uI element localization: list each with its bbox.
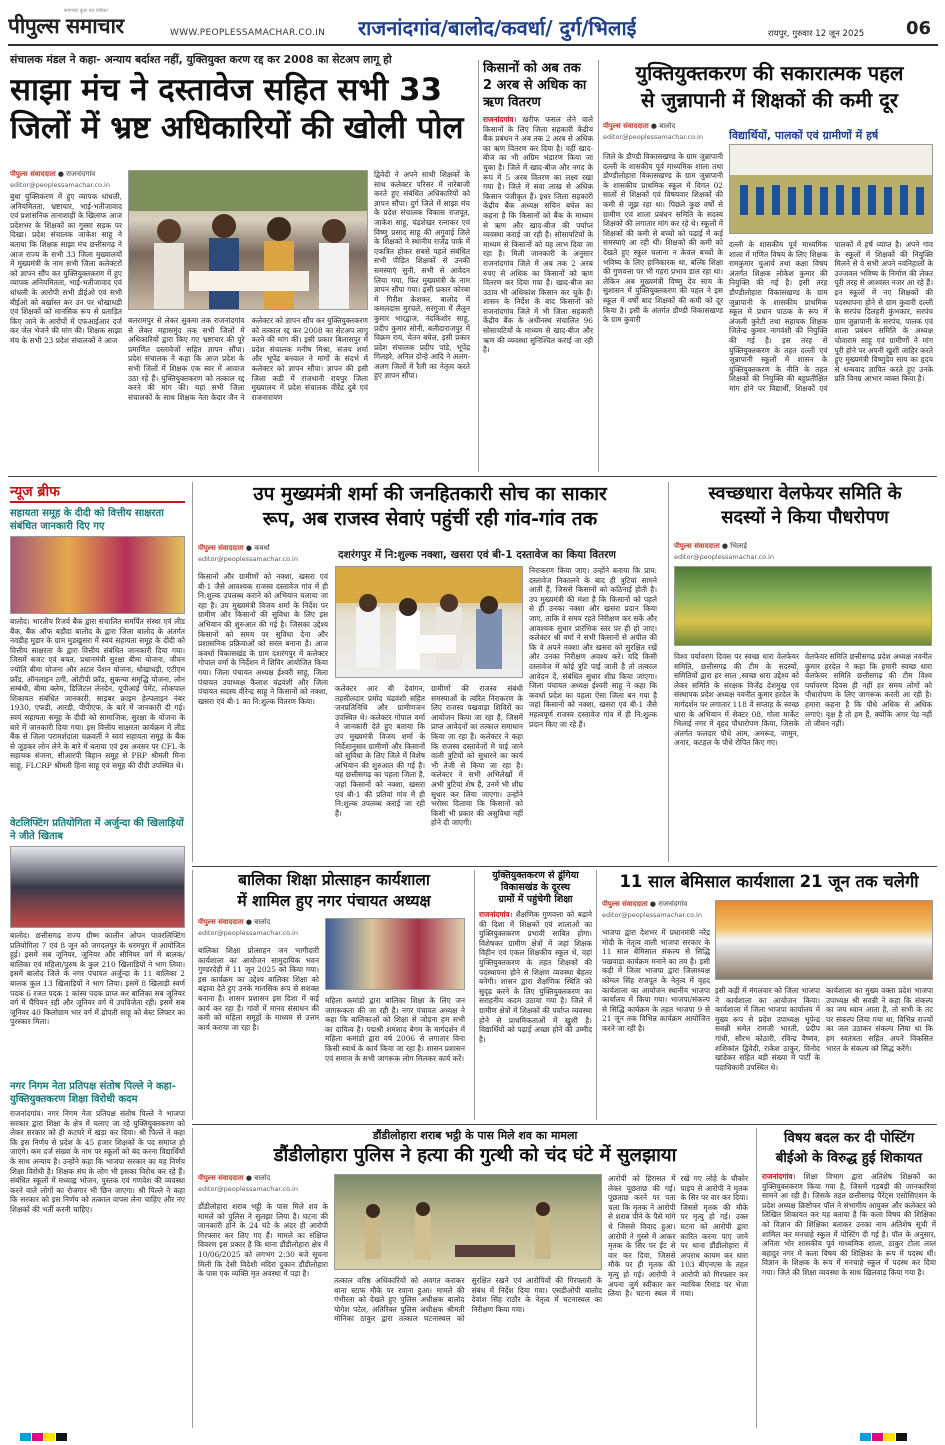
lead-col2: बलरामपुर से लेकर सुकमा तक राजनांदगांव से लेकर महासमुंद तक सभी जिलों में अधिकारियों द्वारा किए गए भ्रष्टाचार की पूरे प्रमाणित दस्तावेजों सहित ज्ञापन सौंपा। प्रदेश संचालक ने कहा कि आज प्रदेश के सभी जिलों में शिक्षक एक स्वर में आवाज उठा रहे हैं। (128, 316, 245, 383)
deputy-col2: कलेक्टर आर बी देवांगन, तहसीलदार प्रमोद चंद्रवंशी सहित जनप्रतिनिधि और ग्रामीणजन उपस्थित थे। कलेक्टर गोपाल वर्मा ने जानकारी देते हुए बताया कि उप मुख्यमंत्री विजय शर्मा के निर्देशानुसार ग्रामीणों और किसानों को सुविधा के लिए जिले में विशेष अभियान की शुरुआत की गई है। यह छत्तीसगढ़ का पहला जिला है, जहां किसानों को नक्शा, खसरा एवं बी-1 की प्रतियां गांव में ही नि:शुल्क उपलब्ध कराई जा रही हैं। (335, 684, 425, 818)
lead-col1: बुधा युक्तिकरण में हुए व्यापक धांधली, अनियमितता, भ्रष्टाचार, भाई-भतीजावाद एवं प्रशासनिक तानाशाही के खिलाफ आज प्रदेशभर के शिक्षकों का गुस्सा सड़क पर दिखा। प्रदेश संचालक जाकेश साहू ने बताया कि शिक्षक साझा मंच छत्तीसगढ़ ने आज राज्य के सभी 33 जिला मुख्यालयों में मुख्यमंत्री के नाम सभी जिला कलेक्टरों को ज्ञापन सौंप कर युक्तियुक्तकरण में हुए व्यापक अनियमितता, भाई-भतीजावाद एवं धांधली के आरोपी सभी डीईओ एवं सभी बीईओ को बर्खास्त कर उन पर धोखाधड़ी एवं शिक्षकों को मानसिक रूप से प्रताड़ित किए जाने के आरोपों में एफआईआर दर्ज कर जेल भेजने की मांग की। शिक्षक साझा मंच के सभी 23 प्रदेश संचालकों ने आज (10, 192, 122, 345)
bebak-col1: भाजपा द्वारा देशभर में प्रधानमंत्री नरेंद्र मोदी के नेतृत्व वाली भाजपा सरकार के 11 साल बेमिसाल संकल्प से सिद्धि पखवाड़ा कार्यक्रम मनाने का तय है। इसी कड़ी में जिला भाजपा द्वारा जिलाध्यक्ष कोमल सिंह राजपूत के नेतृत्व में वृहद कार्यशाला का आयोजन स्थानीय भाजपा कार्यालय में किया गया। भाजपा/संकल्प से सिद्धि कार्यक्रम के तहत भाजपा 9 से 21 जून तक विभिन्न कार्यक्रम आयोजित करने जा रही है। (602, 928, 710, 1033)
deputy-col4: निराकरण किया जाए। उन्होंने बताया कि प्राय: दस्तावेज निकालने के बाद ही त्रुटियां सामने आती हैं, जिससे किसानों को कठिनाई होती है। उप मुख्यमंत्री की मंशा है कि किसानों को पहले से ही उनका नक्शा और खसरा प्रदान किया जाए, ताकि वे समय रहते निरीक्षण कर सकें और आवश्यक सुधार प्रारंभिक स्तर पर ही हो जाए। कलेक्टर श्री वर्मा ने सभी किसानों से अपील की कि वे अपने नक्शा और खसरा को सुरक्षित रखें और उनका निरीक्षण अवश्य करें। यदि किसी दस्तावेज में कोई त्रुटि पाई जाती है तो तत्काल आवेदन दें, संबंधित सुधार शीघ्र किया जाएगा। जिला पंचायत अध्यक्ष ईश्वरी साहू ने कहा कि कवर्धा प्रदेश का पहला ऐसा जिला बन गया है जहां किसानों को नक्शा, खसरा एवं बी-1 जैसे महत्वपूर्ण राजस्व दस्तावेज गांव में ही नि:शुल्क प्रदान किए जा रहे हैं। (529, 566, 657, 729)
deputy-place: कवर्धा (254, 544, 270, 552)
kisan-story: किसानों को अब तक 2 अरब से अधिक का ऋण वितरण राजनांदगांव। खरीफ फसल लेने वाले किसानों के लिए जिला सहकारी केंद्रीय बैंक प्रबंधन ने अब तक 2 अरब से अधिक का ऋण वितरण कर दिया है। वहीं खाद-बीज का भी अग्रिम भंडारण किया जा चुका है। जिले में खाद-बीज और नगद के रूप में 5 अरब वितरण का लक्ष्य रखा गया है। जिले में सवा लाख से अधिक किसान पंजीकृत हैं। इधर जिला सहकारी केंद्रीय बैंक अध्यक्ष सचिन बघेल का कहना है कि किसानों को बैंक के माध्यम से ऋण और खाद-बीज की पर्याप्त व्यवस्था कराई जा रही है। सोसायटियों के माध्यम से किसानों को यह लाभ दिया जा रहा है। मिली जानकारी के अनुसार राजनांदगांव जिले में अब तक 2 अरब रुपए से अधिक का किसानों को ऋण वितरण कर दिया गया है। खाद-बीज का उठाव भी अधिकांश किसान कर चुके हैं। शासन के निर्देश के बाद किसानों को राजनांदगांव जिले में भी जिला सहकारी केंद्रीय बैंक के अधीनस्थ संचालित 96 सोसायटियों के माध्यम से खाद-बीज और ऋण की व्यवस्था सुनिश्चित कराई जा रही है। (478, 60, 593, 472)
welfare-headline-2: सदस्यों ने किया पौधरोपण (721, 507, 889, 528)
news-brief (10, 482, 185, 1437)
deputy-col1: किसानों और ग्रामीणों को नक्शा, खसरा एवं बी-1 जैसे आवश्यक राजस्व दस्तावेज गांव में ही नि:शुल्क उपलब्ध कराने को अभियान चलाया जा रहा है। उप मुख्यमंत्री विजय शर्मा के निर्देश पर ग्रामीण और किसानों की सुविधा के लिए इस अभियान की शुरुआत की गई है। जिसका उद्देश्य किसानों को समय पर सुविधा देना और प्रशासनिक प्रक्रियाओं को सरल बनाना है। आज कवर्धा विकासखंड के ग्राम दशरंगपुर में कलेक्टर गोपाल वर्मा के निर्देशन में शिविर आयोजित किया गया। जिला पंचायत अध्यक्ष ईश्वरी साहू, जिला पंचायत उपाध्यक्ष कैलाश चंद्रवंशी और जिला पंचायत सदस्य वीरेन्द्र साहू ने किसानों को नक्शा, खसरा एवं बी-1 का नि:शुल्क वितरण किया। (198, 572, 328, 706)
daundi-col1: डौंडीलोहारा शराब भट्ठी के पास मिले शव के मामले को पुलिस ने सुलझा लिया है। घटना की जानकारी होने के 24 घंटे के अंदर ही आरोपी गिरफ्तार कर लिए गए हैं। मामले का संक्षिप्त विवरण इस प्रकार है कि थाना डौंडीलोहारा क्षेत्र में 10/06/2025 को लगभग 2:30 बजे सूचना मिली कि देसी विदेशी मदिरा दुकान डौंडीलोहारा के पास एक व्यक्ति मृत अवस्था में पड़ा है। (198, 1202, 328, 1279)
yukti-headline-1: युक्तियुक्तकरण की सकारात्मक पहल (635, 61, 904, 85)
balika-headline-1: बालिका शिक्षा प्रोत्साहन कार्यशाला (238, 871, 430, 889)
kisan-headline: किसानों को अब तक 2 अरब से अधिक का ऋण वितरण (483, 61, 587, 110)
deputy-photo (335, 566, 523, 678)
balika-story: बालिका शिक्षा प्रोत्साहन कार्यशाला में शामिल हुए नगर पंचायत अध्यक्ष पीपुल्स संवाददाता ● बालोद editor@peoplessamachar.co.in बालिका शिक्षा प्रोत्साहन जन भागीदारी कार्यशाला का आयोजन सामुदायिक भवन गुण्डरदेही में 11 जून 2025 को किया गया। इस कार्यक्रम का उद्देश्य बालिका शिक्षा को बढ़ावा देते हुए उनके मानसिक रूप से सशक्त बनाना है। शासन प्रशासन इस दिशा में कई कार्य कर रहा है। गांवों में मानव संसाधन की कमी को महिला समूहों के माध्यम से उत्तम कार्य कराया जा रहा है। महिला कमांडो द्वारा बालिका शिक्षा के लिए जन जागरूकता की जा रही है। नगर पंचायत अध्यक्ष ने कहा कि बालिकाओं को शिक्षा से जोड़ना हम सभी का दायित्व है। पद्मश्री शमशाद बेगम के मार्गदर्शन में महिला कमांडो द्वारा वर्ष 2006 से लगातार विना किसी स्वार्थ के कार्य किया जा रहा है। शासन प्रशासन एवं समाज के सभी जागरूक लोग मिलकर कार्य करें। (192, 870, 470, 1120)
daundi-col2: तत्काल वरिष्ठ अधिकारियों को अवगत कराकर थाना स्टाफ मौके पर रवाना हुआ। मामले की गंभीरता को देखते हुए पुलिस अधीक्षक बालोद योगेश पटेल, अतिरिक्त पुलिस अधीक्षक श्रीमती मोनिका ठाकुर द्वारा तत्काल घटनास्थल को सुरक्षित रखने एवं आरोपियों की गिरफ्तारी के संबंध में निर्देश दिया गया। एसडीओपी बालोद देवांश सिंह राठौर के नेतृत्व में घटनास्थल का निरीक्षण किया गया। (334, 1276, 602, 1324)
lead-kicker: संचालक मंडल ने कहा- अन्याय बर्दाश्त नहीं, युक्तियुक्त करण रद्द कर 2008 का सेटअप लागू हो (10, 53, 392, 66)
welfare-email: editor@peoplessamachar.co.in (674, 553, 774, 561)
deputy-col3: ग्रामीणों की राजस्व संबंधी समस्याओं के त्वरित निराकरण के लिए राजस्व पखवाड़ा शिविरों का आयोजन किया जा रहा है, जिसमें प्राप्त आवेदनों का तत्काल समाधान किया जा रहा है। कलेक्टर ने कहा कि राजस्व दस्तावेजों में पाई जाने वाली त्रुटियों को सुधारने का कार्य भी तेजी से किया जा रहा है। कलेक्टर ने सभी अभिलेखों में अभी त्रुटियां शेष हैं, उनमें भी शीघ्र सुधार कर लिया जाएगा। उन्होंने भरोसा दिलाया कि किसानों को किसी भी प्रकार की असुविधा नहीं होने दी जाएगी। (431, 684, 523, 828)
welfare-byline: पीपुल्स संवाददाता (674, 542, 720, 550)
brief1-photo (10, 536, 185, 614)
brief1-text: बालोद। भारतीय रिजर्व बैंक द्वारा संचालित समर्पित संस्था एवं लीड बैंक, बैंक ऑफ बड़ौदा बालोद के द्वारा जिला बालोद के अंतर्गत नवडीह मुड़ार के ग्राम मुड़खुसरा में स्वयं सहायता समूह के दीदी को वित्तीय साक्षरता के द्वारा वित्तीय संबंधित जानकारी दिया गया। जिसमें बजट एवं बचत, प्रधानमंत्री सुरक्षा बीमा योजना, जीवन ज्योति बीमा योजना और अटल पेंशन योजना, धोखाधड़ी, एटीएम फ्रॉड, ऑनलाइन ठगी, ओटीपी फ्रॉड, सुकन्या समृद्धि योजना, लोन सम्बंधी, बीमा क्लेम, डिजिटल लेनदेन, यूपीआई पेमेंट, लोकपाल शिकायत संबंधित जानकारी, साइबर क्राइम हेल्पलाइन नंबर 1930, एफडी, आरडी, पीपीएफ, के बारे में जानकारी दी गई। स्वयं सहायता समूह के दीदी को सामाजिक, सुरक्षा के योजना के बारे में जानकारी दिया गया। इस वित्तीय साक्षरता कार्यक्रम में लीड बैंक से जिला परामर्शदाता चक्रवर्ती ने स्वयं सहायता समूह के बैंक से जुड़कर लोन लेने के बारे में बताया एवं इस अवसर पर CFL के सहायक संजना, सीआरपी बिहान समूह से PRP श्रीमती मिना साहू, FLCRP श्रीमती हिना साहू एवं समूह की दीदी उपस्थित थे। (10, 617, 185, 770)
posting-byline: राजनांदगांव (762, 1172, 793, 1181)
welfare-photo (674, 566, 932, 646)
daundi-col4: घटना स्थल में रखे गए लोहे के चौकोर पाइप से आरोपी ने मृतक के सिर पर वार कर दिया। जिससे मृतक की मौके पर मृत्यु हो गई। उक्त घटना को आरोपी द्वारा कारित करना पाए जाने पर थाना डौंडीलोहारा में अपराध कायम कर धारा 103 बीएनएस के तहत आरोपी को गिरफ्तार कर न्यायिक रिमांड पर भेजा गया। (636, 1174, 748, 1299)
daundi-byline: पीपुल्स संवाददाता (198, 1174, 244, 1182)
masthead (8, 6, 938, 46)
deputy-email: editor@peoplessamachar.co.in (198, 555, 298, 563)
yukti2-headline-1: युक्तियुक्तकरण से डूंगिया (492, 870, 579, 881)
brief3-text: राजनांदगांव। नगर निगम नेता प्रतिपक्ष संतोष पिल्ले ने भाजपा सरकार द्वारा शिक्षा के क्षेत्र में चलाए जा रहे युक्तियुक्तकरण को लेकर सरकार को ही कटघरे में खड़ा कर दिया। श्री पिल्ले ने कहा कि इस निर्णय से प्रदेश के 45 हजार शिक्षकों के पद समाप्त हो जाएंगे। कम दर्ज संख्या के नाम पर स्कूलों को बंद करना विद्यार्थियों के साथ अन्याय है। उन्होंने कहा कि भाजपा सरकार का यह निर्णय शिक्षा विरोधी है। शिक्षक संघ के लोग भी इसका विरोध कर रहे हैं। संबंधित स्कूलों में मध्याह्न भोजन, पुस्तक एवं गणवेश की व्यवस्था करने वाले लोगों का रोजगार भी छिन जाएगा। श्री पिल्ले ने कहा कि सरकार को इस निर्णय को तत्काल वापस लेना चाहिए और नए शिक्षकों की भर्ती करनी चाहिए। (10, 1109, 185, 1214)
bebak-photo (715, 900, 933, 980)
yukti-email: editor@peoplessamachar.co.in (603, 133, 703, 141)
lead-col3: युक्तियुक्तकरण को तत्काल रद्द करने की मांग की। यहां सभी जिला संचालकों के साथ शिक्षक नेता केदार जैन ने कलेक्टर को ज्ञापन सौंप कर युक्तियुक्तकरण को तत्काल रद्द कर 2008 का सेटअप लागू करने की मांग की। इसी प्रकार बिलासपुर में प्रदेश संचालक मनीष मिश्रा, संजय शर्मा और भूपेंद्र बनवाल ने मांगों के संदर्भ में कलेक्टर को ज्ञापन सौंपा। ज्ञापन की इसी जिला कड़ी में राजधानी रायपुर जिला मुख्यालय में प्रदेश संचालक वीरेंद्र दुबे एवं राजनारायण (128, 316, 368, 402)
welfare-story: स्वच्छधारा वेलफेयर समिति के सदस्यों ने किया पौधरोपण पीपुल्स संवाददाता ● भिलाई editor@peoplessamachar.co.in विश्व पर्यावरण दिवस पर स्वच्छ धारा वेलफेयर समिति, छत्तीसगढ़ की टीम के सदस्यों, समितियों द्वारा हर साल ,स्वच्छ धारा उद्देश्य को लेकर समिति के संरक्षक विजेंद्र देशमुख एवं संस्थापक प्रदेश अध्यक्ष नवनीत कुमार हरदेल के मार्गदर्शन पर लगातार 118 वें सप्ताह के स्वच्छ धारा के अभियान में सेक्टर 08, गोला मार्केट भिलाई नगर में वृहद पौधारोपण किया, जिसके अंतर्गत फलदार पौधे आम, अमरूद, जामुन, अनार, कटहल के पौधे रोपित किए गए। वेलफेयर समिति छत्तीसगढ़ प्रदेश अध्यक्ष नवनीत कुमार हरदेल ने कहा कि हमारी स्वच्छ धारा वेलफेयर समिति छत्तीसगढ़ की टीम विश्व पर्यावरण दिवस ही नहीं हर समय लोगों को पौधारोपण के लिए जागरूक करती आ रही है। हमारा कहना है कि पौधे अधिक से अधिक लगाएं। वृक्ष है तो हम हैं, क्योंकि अगर पेड़ नहीं तो जीवन नहीं। (668, 482, 936, 862)
daundi-photo (334, 1174, 602, 1270)
website: WWW.PEOPLESSAMACHAR.CO.IN (170, 28, 326, 38)
lead-place: राजनांदगांव (66, 170, 96, 178)
color-bar-left (20, 1433, 67, 1441)
kisan-place: राजनांदगांव (483, 115, 514, 124)
yukti-photo (729, 144, 933, 234)
news-brief-label: न्यूज ब्रीफ (10, 482, 185, 503)
balika-byline: पीपुल्स संवाददाता (198, 918, 244, 926)
bebak-col3: कार्यशाला का मुख्य वक्ता प्रदेश भाजपा उपाध्यक्ष श्री सवन्नी ने कहा कि संकल्प का जय ध्यान आता है, तो सभी के तट पर संकल्प लिया गया था, विभिन्न राज्यों का जल उठाकर संकल्प लिया था कि हम स्वतंत्रता सहित अपने विकसित भारत के संकल्प को सिद्ध करेंगे। (826, 986, 933, 1053)
yukti-headline-2: से जुन्नापानी में शिक्षकों की कमी दूर (641, 88, 898, 112)
lead-headline-1: साझा मंच ने दस्तावेज सहित सभी 33 (10, 72, 443, 108)
bebak-headline: 11 साल बेमिसाल कार्यशाला 21 जून तक चलेगी (619, 872, 919, 891)
yukti-col3: के स्कूलों में शिक्षकों की नियुक्ति मिलने से वे सभी अपने नवनिहालों के उज्जवल भविष्य के निर्माण की लेकर पूरी तरह से आश्वस्त नजर आ रहे हैं। इन स्कूलों में नए शिक्षकों की पदस्थापना होने से ग्राम कुवारी दल्ली के सरपंच दिलहरी कुंभकार, सरपंच ग्राम जुन्नापानी के सरपंच, पालक एवं शाला प्रबंधन समिति के अध्यक्ष चोवाराम साहू एवं ग्रामीणों ने मांग पूरी होने पर अपनी खुशी जाहिर करते हुए मुख्यमंत्री विष्णुदेव साय का हृदय से धन्यवाद ज्ञापित करते हुए उनके प्रति विनम्र आभार व्यक्त किया है। (834, 249, 933, 384)
yukti-subhead: विद्यार्थियों, पालकों एवं ग्रामीणों में हर्ष (729, 129, 879, 142)
lead-byline: पीपुल्स संवाददाता (10, 170, 56, 178)
issue-date: रायपुर, गुरुवार 12 जून 2025 (768, 29, 865, 39)
brand-logo (8, 8, 158, 42)
balika-col2: महिला कमांडो द्वारा बालिका शिक्षा के लिए जन जागरूकता की जा रही है। नगर पंचायत अध्यक्ष ने कहा कि बालिकाओं को शिक्षा से जोड़ना हम सभी का दायित्व है। पद्मश्री शमशाद बेगम के मार्गदर्शन में महिला कमांडो द्वारा वर्ष 2006 से लगातार विना किसी स्वार्थ के कार्य किया जा रहा है। शासन प्रशासन एवं समाज के सभी जागरूक लोग मिलकर कार्य करें। (325, 996, 465, 1063)
bebak-col2: इसी कड़ी में मंगलवार को जिला भाजपा ने कार्यशाला का आयोजन किया। कार्यशाला में जिला भाजपा कार्यालय में मुख्य रूप से प्रदेश उपाध्यक्ष भूपेन्द्र सवन्नी समेत रामजी भारती, प्रदीप गांधी, सौरभ कोठारी, रविन्द्र वैष्णव, शशिकांत द्विवेदी, राकेश ठाकुर, विनोद खांडेकर सहित बड़ी संख्या में पार्टी के पदाधिकारी उपस्थित थे। (715, 986, 820, 1072)
balika-col1: बालिका शिक्षा प्रोत्साहन जन भागीदारी कार्यशाला का आयोजन सामुदायिक भवन गुण्डरदेही में 11 जून 2025 को किया गया। इस कार्यक्रम का उद्देश्य बालिका शिक्षा को बढ़ावा देते हुए उनके मानसिक रूप से सशक्त बनाना है। शासन प्रशासन इस दिशा में कई कार्य कर रहा है। गांवों में मानव संसाधन की कमी को महिला समूहों के माध्यम से उत्तम कार्य कराया जा रहा है। (198, 946, 319, 1032)
posting-headline-2: बीईओ के विरुद्ध हुई शिकायत (775, 1150, 923, 1166)
deputy-headline-2: रूप, अब राजस्व सेवाएं पहुंचीं रही गांव-गांव तक (262, 508, 598, 530)
yukti2-byline: राजनांदगांव (479, 910, 510, 919)
balika-email: editor@peoplessamachar.co.in (198, 929, 298, 937)
page-number: 06 (906, 18, 932, 39)
daundi-col3: आरोपी को हिरासत में लेकर पूछताछ की गई। पूछताछ करने पर पता चला कि मृतक ने आरोपी से शराब पीने के पैसे मांगे थे जिससे विवाद हुआ। आरोपी ने गुस्से में आकर मृतक के सिर पर ईंट से वार कर दिया, जिससे मौके पर ही मृतक की मृत्यु हो गई। आरोपी ने अपना जुर्म स्वीकार कर लिया है। (608, 1174, 676, 1299)
daundi-kicker: डौंडीलोहारा शराब भट्ठी के पास मिले शव का मामला (372, 1129, 578, 1142)
brief3-headline: नगर निगम नेता प्रतिपक्ष संतोष पिल्ले ने कहा- युक्तियुक्तकरण शिक्षा विरोधी कदम (10, 1081, 176, 1105)
yukti-place: बालोद (659, 122, 676, 130)
welfare-place: भिलाई (730, 542, 747, 550)
section-cities: राजनांदगांव/बालोद/कवर्धा/ दुर्ग/भिलाई (358, 16, 637, 40)
deputy-subhead: दशरंगपुर में नि:शुल्क नक्शा, खसरा एवं बी-1 दस्तावेज का किया वितरण (338, 549, 617, 561)
kisan-text: खरीफ फसल लेने वाले किसानों के लिए जिला सहकारी केंद्रीय बैंक प्रबंधन ने अब तक 2 अरब से अधिक का ऋण वितरण कर दिया है। वहीं खाद-बीज का भी अग्रिम भंडारण किया जा चुका है। जिले में खाद-बीज और नगद के रूप में 5 अरब वितरण का लक्ष्य रखा गया है। जिले में सवा लाख से अधिक किसान पंजीकृत हैं। इधर जिला सहकारी केंद्रीय बैंक अध्यक्ष सचिन बघेल का कहना है कि किसानों को बैंक के माध्यम से ऋण और खाद-बीज की पर्याप्त व्यवस्था कराई जा रही है। सोसायटियों के माध्यम से किसानों को यह लाभ दिया जा रहा है। मिली जानकारी के अनुसार राजनांदगांव जिले में अब तक 2 अरब रुपए से अधिक का किसानों को ऋण वितरण कर दिया गया है। खाद-बीज का उठाव भी अधिकांश किसान कर चुके हैं। शासन के निर्देश के बाद किसानों को राजनांदगांव जिले में भी जिला सहकारी केंद्रीय बैंक के अधीनस्थ संचालित 96 सोसायटियों के माध्यम से खाद-बीज और ऋण की व्यवस्था सुनिश्चित कराई जा रही है। (483, 115, 593, 355)
brand-tagline: समाचार कुल पत्र पत्रिका (64, 8, 108, 14)
lead-email: editor@peoplessamachar.co.in (10, 181, 110, 189)
balika-photo (325, 918, 465, 990)
brief2-headline: वेटलिफ्टिंग प्रतियोगिता में अर्जुन्दा की खिलाड़ियों ने जीते खिताब (10, 818, 184, 842)
yukti-story: युक्तियुक्तकरण की सकारात्मक पहल से जुन्नापानी में शिक्षकों की कमी दूर पीपुल्स संवाददाता ● बालोद editor@peoplessamachar.co.in विद्यार्थियों, पालकों एवं ग्रामीणों में हर्ष जिले के डौण्डी विकासखण्ड के ग्राम जुन्नापानी दल्ली के शासकीय पूर्व माध्यमिक शाला तथा डौण्डीलोहारा विकासखण्ड के ग्राम जुन्नापानी के शासकीय प्राथमिक स्कूल में विगत 02 सालों से शिक्षकों एवं विषयवार शिक्षकों की कमी से जूझ रहा था। पिछले कुछ वर्षों से ग्रामीण एवं शाला प्रबंधन समिति के सदस्य शिक्षकों की लगातार मांग कर रहे थे। स्कूलों में शिक्षकों की कमी से बच्चों को पढ़ाई में कई समस्याएं आ रही थीं। शिक्षकों की कमी को देखते हुए स्कूल चलाना न केवल बच्चों के भविष्य के लिए हानिकारक था, बल्कि शिक्षा की गुणवत्ता पर भी गहरा प्रभाव डाल रहा था। लेकिन अब मुख्यमंत्री विष्णु देव साय के सुशासन में युक्तियुक्तकरण की पहल ने इस स्कूल में वर्षों बाद शिक्षकों की कमी को दूर किया है। इसी के अंतर्गत डौण्डी विकासखण्ड के ग्राम कुवारी दल्ली के शासकीय पूर्व माध्यमिक शाला में गणित विषय के लिए शिक्षक रामकुमार चुआर्य तथा कक्षा विषय अंतर्गत शिक्षक लोकेश कुमार की नियुक्ति की गई है। इसी तरह डौण्डीलोहारा विकासखण्ड के ग्राम जुन्नापानी के शासकीय प्राथमिक स्कूल में प्रधान पाठक के रूप में अंजली कुरेटी तथा सहायक शिक्षक जितेन्द्र कुमार नागवंशी की नियुक्ति की गई है। इस तरह से युक्तियुक्तकरण के तहत दल्ली एवं जुन्नापानी स्कूलों में शासन के युक्तियुक्तकरण के नीति के तहत शिक्षकों की नियुक्ति की बहुप्रतीक्षित मांग होने पर विद्यार्थी, शिक्षकों एवं पालकों में हर्ष व्याप्त है। अपने गांव के स्कूलों में शिक्षकों की नियुक्ति मिलने से वे सभी अपने नवनिहालों के उज्जवल भविष्य के निर्माण की लेकर पूरी तरह से आश्वस्त नजर आ रहे हैं। इन स्कूलों में नए शिक्षकों की पदस्थापना होने से ग्राम कुवारी दल्ली के सरपंच दिलहरी कुंभकार, सरपंच ग्राम जुन्नापानी के सरपंच, पालक एवं शाला प्रबंधन समिति के अध्यक्ष चोवाराम साहू एवं ग्रामीणों ने मांग पूरी होने पर अपनी खुशी जाहिर करते हुए मुख्यमंत्री विष्णुदेव साय का हृदय से धन्यवाद ज्ञापित करते हुए उनके प्रति विनम्र आभार व्यक्त किया है। (598, 60, 936, 472)
welfare-col1: विश्व पर्यावरण दिवस पर स्वच्छ धारा वेलफेयर समिति, छत्तीसगढ़ की टीम के सदस्यों, समितियों द्वारा हर साल ,स्वच्छ धारा उद्देश्य को लेकर समिति के संरक्षक विजेंद्र देशमुख एवं संस्थापक प्रदेश अध्यक्ष नवनीत कुमार हरदेल के मार्गदर्शन पर लगातार 118 वें सप्ताह के स्वच्छ धारा के अभियान में सेक्टर 08, गोला मार्केट भिलाई नगर में वृहद पौधारोपण किया, जिसके अंतर्गत फलदार पौधे आम, अमरूद, जामुन, अनार, कटहल के पौधे रोपित किए गए। (674, 652, 799, 748)
brief1-headline: सहायता समूह के दीदी को वित्तीय साक्षरता संबंधित जानकारी दिए गए (10, 508, 164, 532)
deputy-cm-story: उप मुख्यमंत्री शर्मा की जनहितकारी सोच का साकार रूप, अब राजस्व सेवाएं पहुंचीं रही गांव-गांव तक पीपुल्स संवाददाता ● कवर्धा editor@peoplessamachar.co.in दशरंगपुर में नि:शुल्क नक्शा, खसरा एवं बी-1 दस्तावेज का किया वितरण किसानों और ग्रामीणों को नक्शा, खसरा एवं बी-1 जैसे आवश्यक राजस्व दस्तावेज गांव में ही नि:शुल्क उपलब्ध कराने को अभियान चलाया जा रहा है। उप मुख्यमंत्री विजय शर्मा के निर्देश पर ग्रामीण और किसानों की सुविधा के लिए इस अभियान की शुरुआत की गई है। जिसका उद्देश्य किसानों को समय पर सुविधा देना और प्रशासनिक प्रक्रियाओं को सरल बनाना है। आज कवर्धा विकासखंड के ग्राम दशरंगपुर में कलेक्टर गोपाल वर्मा के निर्देशन में शिविर आयोजित किया गया। जिला पंचायत अध्यक्ष ईश्वरी साहू, जिला पंचायत उपाध्यक्ष कैलाश चंद्रवंशी और जिला पंचायत सदस्य वीरेन्द्र साहू ने किसानों को नक्शा, खसरा एवं बी-1 का नि:शुल्क वितरण किया। कलेक्टर आर बी देवांगन, तहसीलदार प्रमोद चंद्रवंशी सहित जनप्रतिनिधि और ग्रामीणजन उपस्थित थे। कलेक्टर गोपाल वर्मा ने जानकारी देते हुए बताया कि उप मुख्यमंत्री विजय शर्मा के निर्देशानुसार ग्रामीणों और किसानों को सुविधा के लिए जिले में विशेष अभियान की शुरुआत की गई है। यह छत्तीसगढ़ का पहला जिला है, जहां किसानों को नक्शा, खसरा एवं बी-1 की प्रतियां गांव में ही नि:शुल्क उपलब्ध कराई जा रही हैं। ग्रामीणों की राजस्व संबंधी समस्याओं के त्वरित निराकरण के लिए राजस्व पखवाड़ा शिविरों का आयोजन किया जा रहा है, जिसमें प्राप्त आवेदनों का तत्काल समाधान किया जा रहा है। कलेक्टर ने कहा कि राजस्व दस्तावेजों में पाई जाने वाली त्रुटियों को सुधारने का कार्य भी तेजी से किया जा रहा है। कलेक्टर ने सभी अभिलेखों में अभी त्रुटियां शेष हैं, उनमें भी शीघ्र सुधार कर लिया जाएगा। उन्होंने भरोसा दिलाया कि किसानों को किसी भी प्रकार की असुविधा नहीं होने दी जाएगी। निराकरण किया जाए। उन्होंने बताया कि प्राय: दस्तावेज निकालने के बाद ही त्रुटियां सामने आती हैं, जिससे किसानों को कठिनाई होती है। उप मुख्यमंत्री की मंशा है कि किसानों को पहले से ही उनका नक्शा और खसरा प्रदान किया जाए, ताकि वे समय रहते निरीक्षण कर सकें और आवश्यक सुधार प्रारंभिक स्तर पर ही हो जाए। कलेक्टर श्री वर्मा ने सभी किसानों से अपील की कि वे अपने नक्शा और खसरा को सुरक्षित रखें और उनका निरीक्षण अवश्य करें। यदि किसी दस्तावेज में कोई त्रुटि पाई जाती है तो तत्काल आवेदन दें, संबंधित सुधार शीघ्र किया जाएगा। जिला पंचायत अध्यक्ष ईश्वरी साहू ने कहा कि कवर्धा प्रदेश का पहला ऐसा जिला बन गया है जहां किसानों को नक्शा, खसरा एवं बी-1 जैसे महत्वपूर्ण राजस्व दस्तावेज गांव में ही नि:शुल्क प्रदान किए जा रहे हैं। (192, 482, 662, 862)
posting-headline-1: विषय बदल कर दी पोस्टिंग (783, 1130, 915, 1146)
brief2-text: बालोद। छत्तीसगढ़ राज्य ग्रीष्म कालीन ओपन पावरलिफ्टिंग प्रतियोगिता 7 एवं 8 जून को जगदलपुर के धरमपुरा में आयोजित हुई। इसमें सब जूनियर, जूनियर और सीनियर वर्ग में बालक/बालिका एवं महिला/पुरुष के कुल 210 खिलाड़ियों ने भाग लिया। इसमें बालोद जिले के नगर पंचायत अर्जुन्दा के 11 बालिका 2 बालक कुल 13 खिलाड़ियों ने भाग लिया। इसमें 8 खिलाड़ी स्वर्ण पदक 6 रजत पदक 1 कांस्य पदक प्राप्त कर बालिका सब जूनियर वर्ग में चैंपियन रही और जूनियर वर्ग में उपविजेता रही। इसमें सब जूनियर 40 किलोग्राम भार वर्ग में द्रोपती साहू को बेस्ट लिफ्टर का पुरस्कार मिला। (10, 931, 185, 1027)
deputy-byline: पीपुल्स संवाददाता (198, 544, 244, 552)
yukti2-story: युक्तियुक्तकरण से डूंगिया विकासखंड के दूरस्थ ग्रामों में पहुंचेगी शिक्षा राजनांदगांव। शैक्षणिक गुणवत्ता को बढ़ाने की दिशा में शिक्षकों एवं शालाओं का युक्तियुक्तकरण प्रभावी साबित होगा। विशेषकर ग्रामीण क्षेत्रों में जहां शिक्षक विहीन एवं एकल शिक्षकीय स्कूल थे, वहां युक्तियुक्तकरण के तहत शिक्षकों की पदस्थापना होने से शिक्षण व्यवस्था बेहतर बनेगी। शासन द्वारा शैक्षणिक स्थिति को सुदृढ़ करने के लिए युक्तियुक्तकरण का सराहनीय कदम उठाया गया है। जिले में ग्रामीण क्षेत्रों में शिक्षकों की पर्याप्त व्यवस्था होने से प्राथमिकताओं में खुशी है। विद्यार्थियों को पढ़ाई अच्छा होने की उम्मीद है। (474, 870, 592, 1120)
welfare-headline-1: स्वच्छधारा वेलफेयर समिति के (708, 483, 902, 504)
welfare-col2: वेलफेयर समिति छत्तीसगढ़ प्रदेश अध्यक्ष नवनीत कुमार हरदेल ने कहा कि हमारी स्वच्छ धारा वेलफेयर समिति छत्तीसगढ़ की टीम विश्व पर्यावरण दिवस ही नहीं हर समय लोगों को पौधारोपण के लिए जागरूक करती आ रही है। हमारा कहना है कि पौधे अधिक से अधिक लगाएं। वृक्ष है तो हम हैं, क्योंकि अगर पेड़ नहीं तो जीवन नहीं। (805, 652, 932, 729)
yukti-byline: पीपुल्स संवाददाता (603, 122, 649, 130)
brief2-photo (10, 846, 185, 928)
bebak-email: editor@peoplessamachar.co.in (602, 911, 702, 919)
bebak-place: राजनांदगांव (658, 900, 688, 908)
yukti-col2: दल्ली के शासकीय पूर्व माध्यमिक शाला में गणित विषय के लिए शिक्षक रामकुमार चुआर्य तथा कक्षा विषय अंतर्गत शिक्षक लोकेश कुमार की नियुक्ति की गई है। इसी तरह डौण्डीलोहारा विकासखण्ड के ग्राम जुन्नापानी के शासकीय प्राथमिक स्कूल में प्रधान पाठक के रूप में अंजली कुरेटी तथा सहायक शिक्षक जितेन्द्र कुमार नागवंशी की नियुक्ति की गई है। इस तरह से युक्तियुक्तकरण के तहत दल्ली एवं जुन्नापानी स्कूलों में शासन के युक्तियुक्तकरण के नीति के तहत शिक्षकों की नियुक्ति की बहुप्रतीक्षित मांग होने पर विद्यार्थी, शिक्षकों एवं पालकों में हर्ष व्याप्त है। अपने गांव (729, 240, 933, 393)
yukti2-headline-3: ग्रामों में पहुंचेगी शिक्षा (498, 894, 573, 905)
yukti-col1: जिले के डौण्डी विकासखण्ड के ग्राम जुन्नापानी दल्ली के शासकीय पूर्व माध्यमिक शाला तथा डौण्डीलोहारा विकासखण्ड के ग्राम जुन्नापानी के शासकीय प्राथमिक स्कूल में विगत 02 सालों से शिक्षकों एवं विषयवार शिक्षकों की कमी से जूझ रहा था। पिछले कुछ वर्षों से ग्रामीण एवं शाला प्रबंधन समिति के सदस्य शिक्षकों की लगातार मांग कर रहे थे। स्कूलों में शिक्षकों की कमी से बच्चों को पढ़ाई में कई समस्याएं आ रही थीं। शिक्षकों की कमी को देखते हुए स्कूल चलाना न केवल बच्चों के भविष्य के लिए हानिकारक था, बल्कि शिक्षा की गुणवत्ता पर भी गहरा प्रभाव डाल रहा था। लेकिन अब मुख्यमंत्री विष्णु देव साय के सुशासन में युक्तियुक्तकरण की पहल ने इस स्कूल में वर्षों बाद शिक्षकों की कमी को दूर किया है। इसी के अंतर्गत डौण्डी विकासखण्ड के ग्राम कुवारी (603, 152, 723, 325)
daundi-place: बालोद (254, 1174, 271, 1182)
posting-text: शिक्षा विभाग द्वारा अतिशेष शिक्षकों का युक्तियुक्तकरण किया गया है, जिसमें गड़बड़ी की जानकारियां सामने आ रही है। जिसके तहत छत्तीसगढ़ पैरेंट्स एसोसिएशन के प्रदेश अध्यक्ष क्रिष्टोफर पॉल ने संभागीय आयुक्त और कलेक्टर को लिखित शिकायत कर यह बताया है कि कला विषय की शिक्षिका को विज्ञान की शिक्षिका बताकर उनका नाम अतिशेष सूची में शामिल कर मनचाहे स्कूल में पोस्टिंग दी गई है। पॉल के अनुसार, अनिता भोर शासकीय पूर्व माध्यमिक शाला, ठाकुर टोला लाल बहादुर नगर में कला विषय की शिक्षिका के रूप में पदस्थ थीं। विज्ञान के शिक्षक के रूप में मनचाहे स्कूल में पदस्थ कर दिया गया। जिले की शिक्षा व्यवस्था के साथ खिलवाड़ किया गया है। (762, 1172, 936, 1277)
bebak-byline: पीपुल्स संवाददाता (602, 900, 648, 908)
balika-headline-2: में शामिल हुए नगर पंचायत अध्यक्ष (237, 892, 431, 910)
bebak-story: 11 साल बेमिसाल कार्यशाला 21 जून तक चलेगी पीपुल्स संवाददाता ● राजनांदगांव editor@peoplessamachar.co.in भाजपा द्वारा देशभर में प्रधानमंत्री नरेंद्र मोदी के नेतृत्व वाली भाजपा सरकार के 11 साल बेमिसाल संकल्प से सिद्धि पखवाड़ा कार्यक्रम मनाने का तय है। इसी कड़ी में जिला भाजपा द्वारा जिलाध्यक्ष कोमल सिंह राजपूत के नेतृत्व में वृहद कार्यशाला का आयोजन स्थानीय भाजपा कार्यालय में किया गया। भाजपा/संकल्प से सिद्धि कार्यक्रम के तहत भाजपा 9 से 21 जून तक विभिन्न कार्यक्रम आयोजित करने जा रही है। इसी कड़ी में मंगलवार को जिला भाजपा ने कार्यशाला का आयोजन किया। कार्यशाला में जिला भाजपा कार्यालय में मुख्य रूप से प्रदेश उपाध्यक्ष भूपेन्द्र सवन्नी समेत रामजी भारती, प्रदीप गांधी, सौरभ कोठारी, रविन्द्र वैष्णव, शशिकांत द्विवेदी, राकेश ठाकुर, विनोद खांडेकर सहित बड़ी संख्या में पार्टी के पदाधिकारी उपस्थित थे। कार्यशाला का मुख्य वक्ता प्रदेश भाजपा उपाध्यक्ष श्री सवन्नी ने कहा कि संकल्प का जय ध्यान आता है, तो सभी के तट पर संकल्प लिया गया था, विभिन्न राज्यों का जल उठाकर संकल्प लिया था कि हम स्वतंत्रता सहित अपने विकसित भारत के संकल्प को सिद्ध करेंगे। (596, 870, 936, 1120)
daundi-email: editor@peoplessamachar.co.in (198, 1185, 298, 1193)
deputy-headline-1: उप मुख्यमंत्री शर्मा की जनहितकारी सोच का साकार (253, 483, 607, 505)
yukti2-text: शैक्षणिक गुणवत्ता को बढ़ाने की दिशा में शिक्षकों एवं शालाओं का युक्तियुक्तकरण प्रभावी साबित होगा। विशेषकर ग्रामीण क्षेत्रों में जहां शिक्षक विहीन एवं एकल शिक्षकीय स्कूल थे, वहां युक्तियुक्तकरण के तहत शिक्षकों की पदस्थापना होने से शिक्षण व्यवस्था बेहतर बनेगी। शासन द्वारा शैक्षणिक स्थिति को सुदृढ़ करने के लिए युक्तियुक्तकरण का सराहनीय कदम उठाया गया है। जिले में ग्रामीण क्षेत्रों में शिक्षकों की पर्याप्त व्यवस्था होने से प्राथमिकताओं में खुशी है। विद्यार्थियों को पढ़ाई अच्छा होने की उम्मीद है। (479, 910, 592, 1044)
lead-story: संचालक मंडल ने कहा- अन्याय बर्दाश्त नहीं, युक्तियुक्त करण रद्द कर 2008 का सेटअप लागू हो साझा मंच ने दस्तावेज सहित सभी 33 जिलों में भ्रष्ट अधिकारियों की खोली पोल पीपुल्स संवाददाता ● राजनांदगांव editor@peoplessamachar.co.in बुधा युक्तिकरण में हुए व्यापक धांधली, अनियमितता, भ्रष्टाचार, भाई-भतीजावाद एवं प्रशासनिक तानाशाही के खिलाफ आज प्रदेशभर के शिक्षकों का गुस्सा सड़क पर दिखा। प्रदेश संचालक जाकेश साहू ने बताया कि शिक्षक साझा मंच छत्तीसगढ़ ने आज राज्य के सभी 33 जिला मुख्यालयों में मुख्यमंत्री के नाम सभी जिला कलेक्टरों को ज्ञापन सौंप कर युक्तियुक्तकरण में हुए व्यापक अनियमितता, भाई-भतीजावाद एवं धांधली के आरोपी सभी डीईओ एवं सभी बीईओ को बर्खास्त कर उन पर धोखाधड़ी एवं शिक्षकों को मानसिक रूप से प्रताड़ित किए जाने के आरोपों में एफआईआर दर्ज कर जेल भेजने की मांग की। शिक्षक साझा मंच के सभी 23 प्रदेश संचालकों ने आज बलरामपुर से लेकर सुकमा तक राजनांदगांव से लेकर महासमुंद तक सभी जिलों में अधिकारियों द्वारा किए गए भ्रष्टाचार की पूरे प्रमाणित दस्तावेजों सहित ज्ञापन सौंपा। प्रदेश संचालक ने कहा कि आज प्रदेश के सभी जिलों में शिक्षक एक स्वर में आवाज उठा रहे हैं। युक्तियुक्तकरण को तत्काल रद्द करने की मांग की। यहां सभी जिला संचालकों के साथ शिक्षक नेता केदार जैन ने कलेक्टर को ज्ञापन सौंप कर युक्तियुक्तकरण को तत्काल रद्द कर 2008 का सेटअप लागू करने की मांग की। इसी प्रकार बिलासपुर में प्रदेश संचालक मनीष मिश्रा, संजय शर्मा और भूपेंद्र बनवाल ने मांगों के संदर्भ में कलेक्टर को ज्ञापन सौंपा। ज्ञापन की इसी जिला कड़ी में राजधानी रायपुर जिला मुख्यालय में प्रदेश संचालक वीरेंद्र दुबे एवं राजनारायण द्विवेदी ने अपने साथी शिक्षकों के साथ कलेक्टर परिसर में नारेबाजी करते हुए संबंधित अधिकारियों को ज्ञापन सौंपा। दुर्ग जिले में साझा मंच के प्रदेश संचालक विकास राजपूत, जाकेश साहू, चंद्रशेखर रत्नाकर एवं विष्णु प्रसाद साहू की अगुवाई जिले के शिक्षकों ने स्थानीय राजेंद्र पार्क में एकत्रित होकर सबसे पहले संबंधित सभी पीड़ित शिक्षकों से उनकी समस्याएं सुनी, सभी से आवेदन लिया गया, फिर मुख्यमंत्री के नाम ज्ञापन सौंपा गया। इसी प्रकार कोरबा में गिरीश केशकर, बालोद में कमलदास मुरचले, सरगुजा में लैलून कुमार भारद्वाज, नंदकिशोर साहू, प्रदीप कुमार सोनी, बलीदाराजपुर में विक्रम राय, चेतन बघेल, इसी प्रकार प्रदेश संचालक प्रदीप पांडे, भूपेंद्र गिलहरे, अनिल दोन्हे आदि ने अलग-अलग जिलों में रैली का नेतृत्व करते हुए ज्ञापन सौंपा। (10, 53, 470, 402)
posting-story: विषय बदल कर दी पोस्टिंग बीईओ के विरुद्ध हुई शिकायत राजनांदगांव। शिक्षा विभाग द्वारा अतिशेष शिक्षकों का युक्तियुक्तकरण किया गया है, जिसमें गड़बड़ी की जानकारियां सामने आ रही है। जिसके तहत छत्तीसगढ़ पैरेंट्स एसोसिएशन के प्रदेश अध्यक्ष क्रिष्टोफर पॉल ने संभागीय आयुक्त और कलेक्टर को लिखित शिकायत कर यह बताया है कि कला विषय की शिक्षिका को विज्ञान की शिक्षिका बताकर उनका नाम अतिशेष सूची में शामिल कर मनचाहे स्कूल में पोस्टिंग दी गई है। पॉल के अनुसार, अनिता भोर शासकीय पूर्व माध्यमिक शाला, ठाकुर टोला लाल बहादुर नगर में कला विषय की शिक्षिका के रूप में पदस्थ थीं। विज्ञान के शिक्षक के रूप में मनचाहे स्कूल में पदस्थ कर दिया गया। जिले की शिक्षा व्यवस्था के साथ खिलवाड़ किया गया है। (756, 1128, 936, 1428)
daundi-headline: डौंडीलोहारा पुलिस ने हत्या की गुत्थी को चंद घंटे में सुलझाया (273, 1145, 677, 1166)
lead-headline-2: जिलों में भ्रष्ट अधिकारियों की खोली पोल (10, 110, 464, 146)
lead-col4: द्विवेदी ने अपने साथी शिक्षकों के साथ कलेक्टर परिसर में नारेबाजी करते हुए संबंधित अधिकारियों को ज्ञापन सौंपा। दुर्ग जिले में साझा मंच के प्रदेश संचालक विकास राजपूत, जाकेश साहू, चंद्रशेखर रत्नाकर एवं विष्णु प्रसाद साहू की अगुवाई जिले के शिक्षकों ने स्थानीय राजेंद्र पार्क में एकत्रित होकर सबसे पहले संबंधित सभी पीड़ित शिक्षकों से उनकी समस्याएं सुनी, सभी से आवेदन लिया गया, फिर मुख्यमंत्री के नाम ज्ञापन सौंपा गया। इसी प्रकार कोरबा में गिरीश केशकर, बालोद में कमलदास मुरचले, सरगुजा में लैलून कुमार भारद्वाज, नंदकिशोर साहू, प्रदीप कुमार सोनी, बलीदाराजपुर में विक्रम राय, चेतन बघेल, इसी प्रकार प्रदेश संचालक प्रदीप पांडे, भूपेंद्र गिलहरे, अनिल दोन्हे आदि ने अलग-अलग जिलों में रैली का नेतृत्व करते हुए ज्ञापन सौंपा। (374, 170, 470, 381)
balika-place: बालोद (254, 918, 271, 926)
lead-photo-people (129, 171, 368, 310)
yukti2-headline-2: विकासखंड के दूरस्थ (500, 882, 571, 893)
lead-photo (128, 170, 368, 310)
color-bar-right (860, 1433, 907, 1441)
daundi-story: डौंडीलोहारा शराब भट्ठी के पास मिले शव का मामला डौंडीलोहारा पुलिस ने हत्या की गुत्थी को चंद घंटे में सुलझाया पीपुल्स संवाददाता ● बालोद editor@peoplessamachar.co.in डौंडीलोहारा शराब भट्ठी के पास मिले शव के मामले को पुलिस ने सुलझा लिया है। घटना की जानकारी होने के 24 घंटे के अंदर ही आरोपी गिरफ्तार कर लिए गए हैं। मामले का संक्षिप्त विवरण इस प्रकार है कि थाना डौंडीलोहारा क्षेत्र में 10/06/2025 को लगभग 2:30 बजे सूचना मिली कि देसी विदेशी मदिरा दुकान डौंडीलोहारा के पास एक व्यक्ति मृत अवस्था में पड़ा है। तत्काल वरिष्ठ अधिकारियों को अवगत कराकर थाना स्टाफ मौके पर रवाना हुआ। मामले की गंभीरता को देखते हुए पुलिस अधीक्षक बालोद योगेश पटेल, अतिरिक्त पुलिस अधीक्षक श्रीमती मोनिका ठाकुर द्वारा तत्काल घटनास्थल को सुरक्षित रखने एवं आरोपियों की गिरफ्तारी के संबंध में निर्देश दिया गया। एसडीओपी बालोद देवांश सिंह राठौर के नेतृत्व में घटनास्थल का निरीक्षण किया गया। आरोपी को हिरासत में लेकर पूछताछ की गई। पूछताछ करने पर पता चला कि मृतक ने आरोपी से शराब पीने के पैसे मांगे थे जिससे विवाद हुआ। आरोपी ने गुस्से में आकर मृतक के सिर पर ईंट से वार कर दिया, जिससे मौके पर ही मृतक की मृत्यु हो गई। आरोपी ने अपना जुर्म स्वीकार कर लिया है। घटना स्थल में रखे गए लोहे के चौकोर पाइप से आरोपी ने मृतक के सिर पर वार कर दिया। जिससे मृतक की मौके पर मृत्यु हो गई। उक्त घटना को आरोपी द्वारा कारित करना पाए जाने पर थाना डौंडीलोहारा में अपराध कायम कर धारा 103 बीएनएस के तहत आरोपी को गिरफ्तार कर न्यायिक रिमांड पर भेजा गया। (192, 1128, 752, 1428)
brand-name: पीपुल्स समाचार (8, 14, 124, 38)
